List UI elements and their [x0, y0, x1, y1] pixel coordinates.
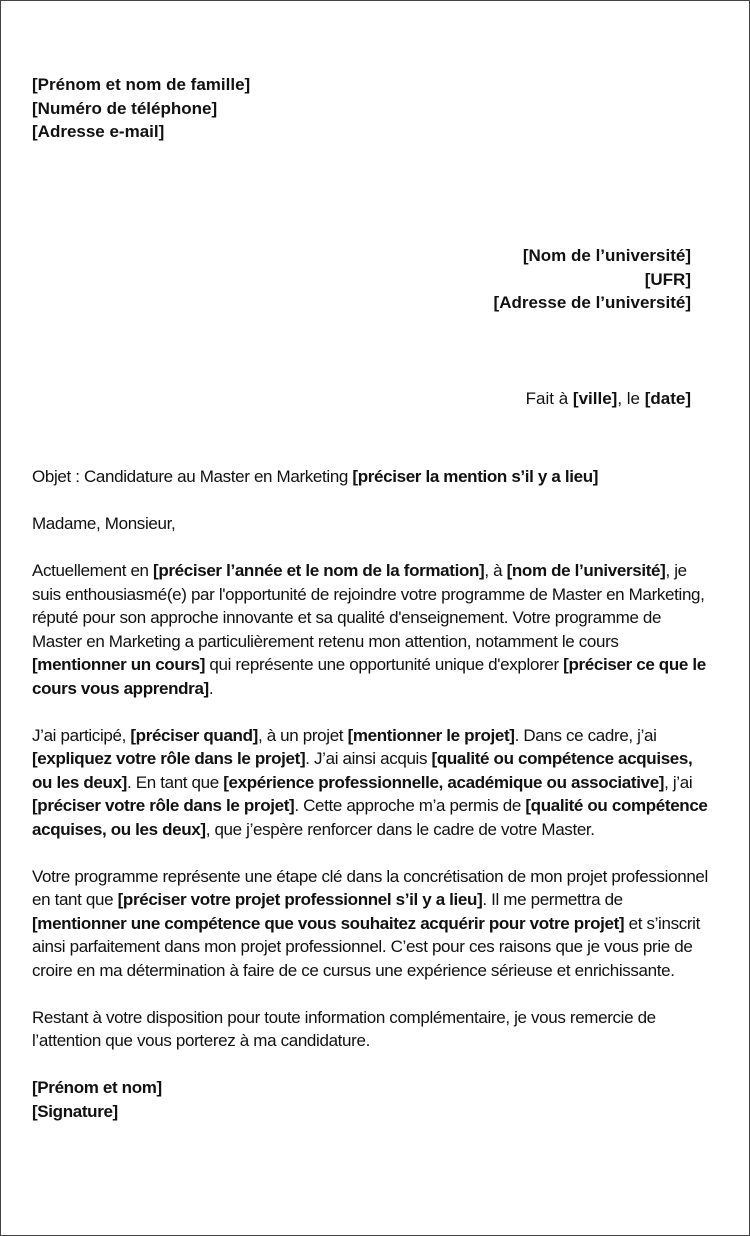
placeholder-text: [expliquez votre rôle dans le projet] [32, 749, 306, 768]
body-text: et s’inscrit ainsi parfaitement dans mon projet professionnel. C’est pour ces raisons que je vous prie de croire en ma détermination à faire de ce cursus une expérience sérieuse et enrichissante. [32, 913, 700, 980]
body-text: , à un projet [257, 725, 348, 745]
paragraph [32, 724, 712, 842]
placeholder-text: [mentionner une compétence que vous souhaitez acquérir pour votre projet] [32, 913, 625, 933]
subject-line [32, 465, 712, 489]
body-text: . [208, 678, 214, 698]
subject-placeholder: [préciser la mention s’il y a lieu] [352, 467, 599, 486]
placeholder-text: [expérience professionnelle, académique ou associative] [223, 772, 665, 792]
placeholder-text: [préciser votre projet professionnel s’il y a lieu] [117, 890, 483, 909]
placeholder-text: [nom de l’université] [506, 561, 666, 580]
placeholder-text: [qualité ou compétence acquises, ou les deux] [32, 796, 708, 839]
subject-text: Objet : Candidature au Master en Marketing [32, 467, 353, 486]
recipient-department: [UFR] [644, 269, 691, 289]
placeholder-text: [préciser ce que le cours vous apprendra] [32, 655, 706, 698]
recipient-block [494, 244, 691, 315]
letter-body [32, 465, 712, 1123]
paragraph [32, 865, 712, 983]
body-text: . Il me permettra de [482, 890, 623, 909]
place-date-date: [date] [644, 389, 691, 408]
body-text: Restant à votre disposition pour toute information complémentaire, je vous remercie de l’attention que vous porterez à ma candidature. [32, 1007, 656, 1050]
placeholder-text: [préciser l’année et le nom de la formation] [153, 561, 485, 580]
body-text: . Cette approche m’a permis de [294, 796, 526, 815]
placeholder-text: [préciser quand] [130, 725, 258, 745]
body-text: Votre programme représente une étape clé dans la concrétisation de mon projet professionnel en tant que [32, 866, 708, 909]
sender-name: [Prénom et nom de famille] [32, 75, 251, 94]
paragraph [32, 559, 712, 700]
place-date-middle: , le [617, 389, 645, 408]
body-text: , que j’espère renforcer dans le cadre de votre Master. [205, 819, 595, 839]
body-text: , je suis enthousiasmé(e) par l'opportunité de rejoindre votre programme de Master en Marketing, réputé pour son approche innovante et sa qualité d'enseignement. Votre programme de Master en Marketing a particulièrement retenu mon attention, notamment le cours [32, 561, 705, 651]
body-text: J’ai participé, [32, 725, 131, 745]
body-text: . En tant que [127, 772, 224, 792]
paragraph [32, 1006, 712, 1053]
placeholder-text: [mentionner un cours] [32, 655, 206, 674]
sender-phone: [Numéro de téléphone] [32, 98, 218, 118]
placeholder-text: [préciser votre rôle dans le projet] [32, 796, 295, 815]
sender-email: [Adresse e-mail] [32, 122, 165, 141]
signature-line: [Signature] [32, 1101, 118, 1121]
body-text: , à [484, 561, 507, 580]
placeholder-text: [mentionner le projet] [347, 725, 515, 745]
place-date-prefix: Fait à [525, 389, 573, 408]
body-text: . Dans ce cadre, j’ai [514, 725, 657, 745]
body-text: qui représente une opportunité unique d'explorer [205, 655, 564, 674]
body-text: , j’ai [664, 772, 693, 792]
sender-block [32, 73, 250, 144]
body-text: Actuellement en [32, 561, 154, 580]
recipient-address: [Adresse de l’université] [493, 293, 691, 312]
placeholder-text: [qualité ou compétence acquises, ou les deux] [32, 749, 693, 792]
recipient-university: [Nom de l’université] [522, 246, 691, 265]
salutation: Madame, Monsieur, [32, 514, 176, 533]
place-date-line [526, 387, 691, 411]
signature-name: [Prénom et nom] [32, 1078, 162, 1097]
place-date-city: [ville] [572, 389, 618, 408]
signature-block [32, 1076, 712, 1123]
body-text: . J’ai ainsi acquis [305, 749, 432, 768]
